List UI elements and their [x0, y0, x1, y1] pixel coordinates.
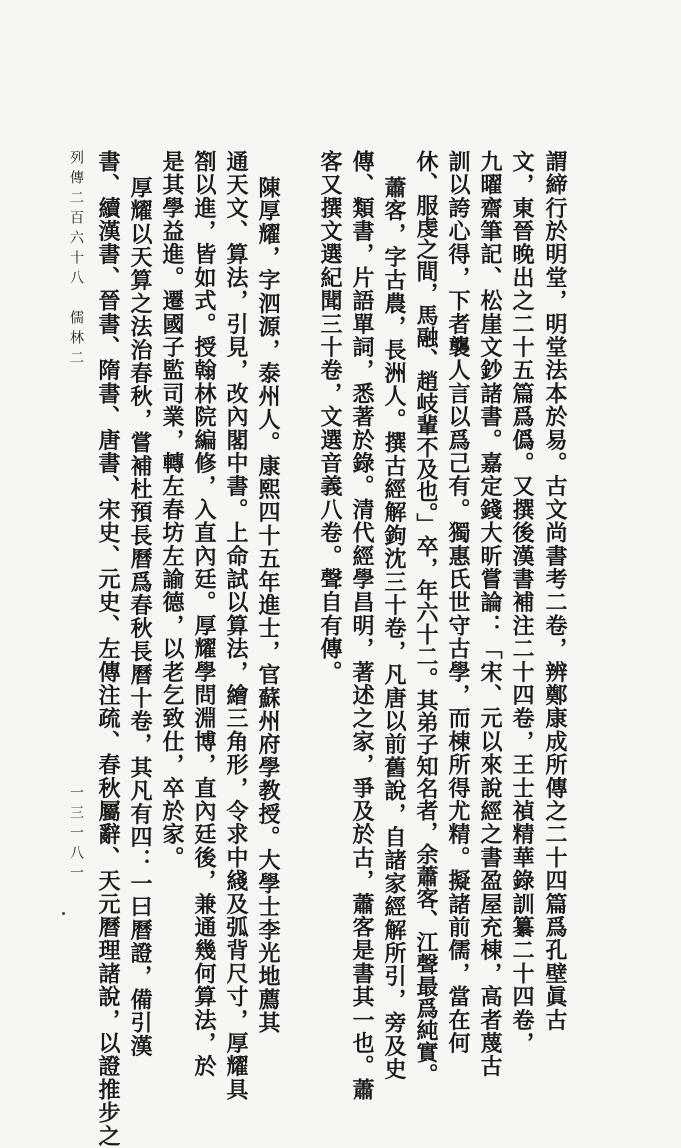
text-column-13: 厚耀以天算之法治春秋，嘗補杜預長曆爲春秋長曆十卷，其凡有四：一曰曆證，備引漢: [127, 176, 153, 1058]
running-header: 列傳二百六十八 儒林二: [68, 150, 84, 370]
text-column-12: 是其學益進。遷國子監司業，轉左春坊左諭德，以老乞致仕，卒於家。: [159, 150, 185, 870]
text-column-7: 傳、類書，片語單詞，悉著於錄。清代經學昌明，著述之家，爭及於古，蕭客是書其一也。蕭: [349, 150, 375, 1102]
text-column-8: 客又撰文選紀聞三十卷，文選音義八卷。聲自有傳。: [317, 150, 343, 684]
text-column-14: 書、續漢書、晉書、隋書、唐書、宋史、元史、左傳注疏、春秋屬辭、天元曆理諸說，以證推步之: [95, 150, 121, 1148]
margin-mark: [62, 912, 65, 915]
text-column-4: 訓以誇心得，下者襲人言以爲己有。獨惠氏世守古學，而棟所得尤精。擬諸前儒，當在何: [445, 150, 471, 1055]
text-column-5: 休、服虔之間，馬融、趙岐輩不及也。」卒，年六十二。其弟子知名者，余蕭客、江聲最爲純實。: [413, 150, 439, 1085]
page-number: 一三一八一: [68, 785, 84, 885]
text-column-10: 通天文、算法，引見，改內閣中書。上命試以算法，繪三角形，令求中綫及弧背尺寸，厚耀具: [223, 150, 249, 1102]
text-column-9: 陳厚耀，字泗源，泰州人。康熙四十五年進士，官蘇州府學教授。大學士李光地薦其: [255, 176, 281, 1035]
text-column-3: 九曜齋筆記、松崖文鈔諸書。嘉定錢大昕嘗論：「宋、元以來說經之書盈屋充棟，高者蔑古: [477, 150, 503, 1078]
text-column-6: 蕭客，字古農，長洲人。撰古經解鉤沈三十卷，凡唐以前舊說，自諸家經解所引，旁及史: [381, 176, 407, 1081]
text-column-2: 文，東晉晚出之二十五篇爲僞。又撰後漢書補注二十四卷，王士禎精華錄訓纂二十四卷，: [509, 150, 535, 1055]
text-column-11: 劄以進，皆如式。授翰林院編修，入直內廷。厚耀學問淵博，直內廷後，兼通幾何算法，於: [191, 150, 217, 1078]
text-column-1: 謂締行於明堂，明堂法本於易。古文尚書考二卷，辨鄭康成所傳之二十四篇爲孔壁眞古: [542, 150, 568, 1032]
